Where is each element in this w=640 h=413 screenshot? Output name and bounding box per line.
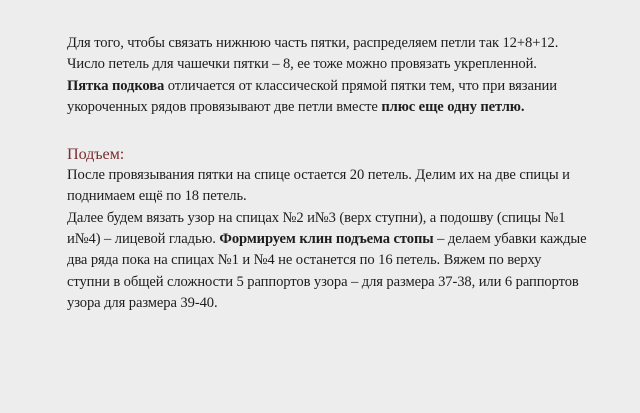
article-body <box>67 33 587 314</box>
after-heel-text: После провязывания пятки на спице остается 20 петель. Делим их на две спицы и поднимаем ещё по 18 петель. <box>67 167 570 205</box>
heel-distribution-text: Для того, чтобы связать нижнюю часть пятки, распределяем петли так 12+8+12. Число петель для чашечки пятки – 8, ее тоже можно провязать укрепленной. <box>67 35 559 73</box>
instep-gusset-term: Формируем клин подъема стопы <box>219 231 434 248</box>
paragraph-after-heel <box>67 165 587 208</box>
horseshoe-heel-emphasis: плюс еще одну петлю. <box>381 98 525 115</box>
horseshoe-heel-text: отличается от классической прямой пятки тем, что при вязании укороченных рядов провязывают две петли вместе <box>67 77 557 115</box>
paragraph-heel-distribution <box>67 33 587 76</box>
paragraph-horseshoe-heel <box>67 76 587 119</box>
instep-gusset-tail: – делаем убавки каждые два ряда пока на спицах №1 и №4 не останется по 16 петель. Вяжем по верху ступни в общей сложности 5 раппортов узора – для размера 37-38, или 6 раппортов узора для размера 39-40. <box>67 231 587 311</box>
instep-gusset-text: Далее будем вязать узор на спицах №2 и№3 (верх ступни), а подошву (спицы №1 и№4) – лицевой гладью. <box>67 209 566 248</box>
section-heading-instep: Подъем: <box>67 145 125 164</box>
paragraph-instep-gusset <box>67 208 587 314</box>
horseshoe-heel-term: Пятка подкова <box>67 77 165 94</box>
